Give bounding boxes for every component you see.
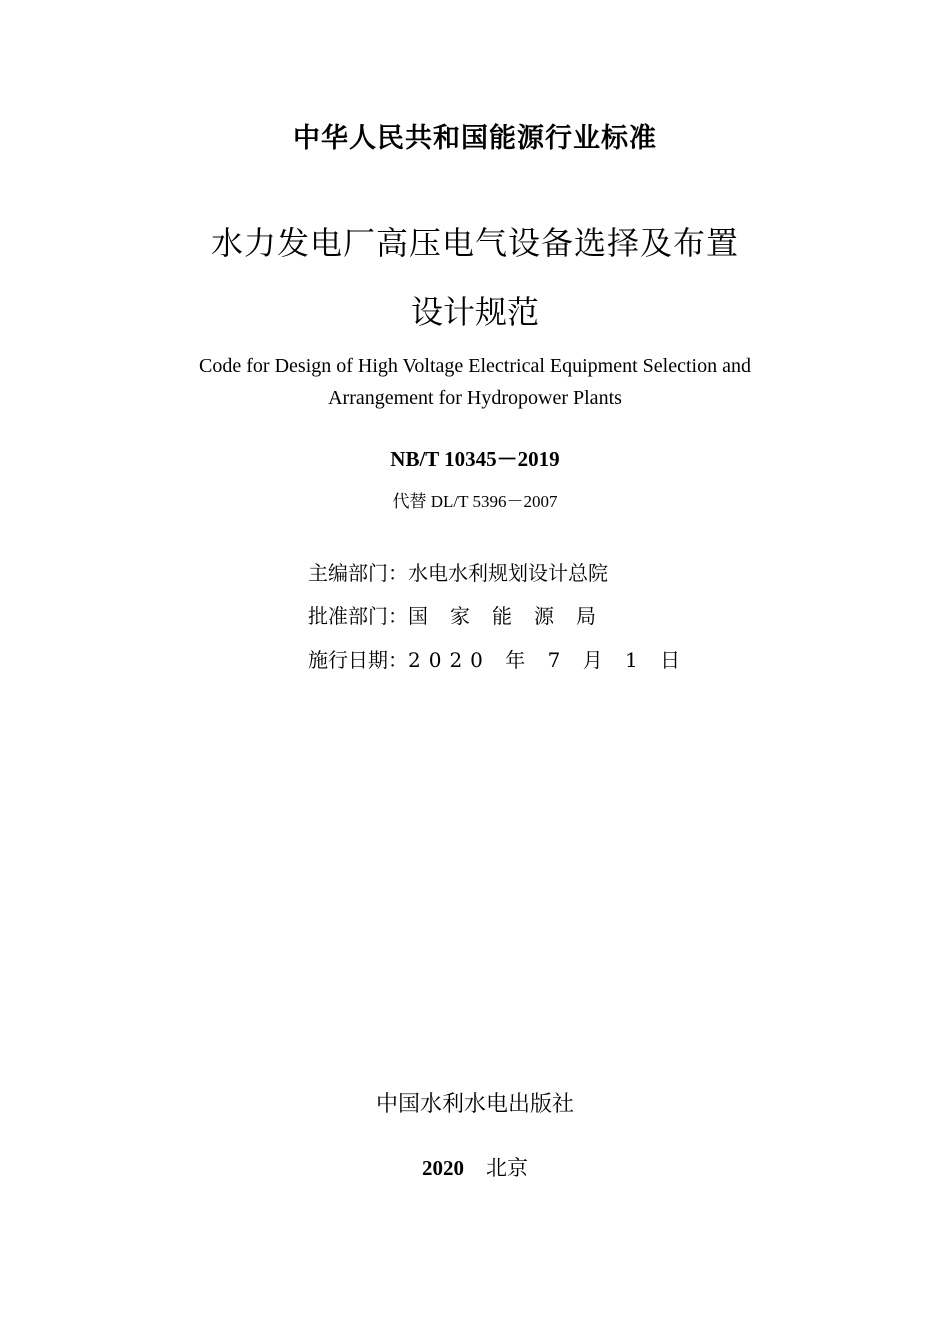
effective-date-value: 2020 年 7 月 1 日: [408, 648, 689, 672]
approver-row: [308, 600, 618, 629]
publication-year: 2020: [422, 1156, 464, 1180]
industry-standard-heading: 中华人民共和国能源行业标准: [293, 123, 657, 154]
title-en-line2: Arrangement for Hydropower Plants: [328, 387, 622, 409]
effective-date-row: [308, 644, 688, 673]
title-cn-line2: 设计规范: [410, 293, 539, 331]
publisher: 中国水利水电出版社: [375, 1092, 574, 1117]
title-cn-line1: 水力发电厂高压电气设备选择及布置: [210, 224, 739, 262]
publication-line: [0, 1152, 950, 1182]
editor-label: 主编部门：: [308, 561, 408, 585]
effective-date-label: 施行日期：: [308, 648, 408, 672]
standard-code: NB/T 10345－2019: [390, 447, 560, 471]
publication-city: 北京: [486, 1156, 528, 1180]
editor-value: 水电水利规划设计总院: [408, 561, 608, 585]
approver-value: 国家能源局: [408, 604, 618, 628]
approver-label: 批准部门：: [308, 604, 408, 628]
editor-row: [308, 557, 608, 586]
replaces-standard: 代替 DL/T 5396－2007: [392, 492, 558, 511]
title-en-line1: Code for Design of High Voltage Electrical Equipment Selection and: [199, 355, 751, 377]
